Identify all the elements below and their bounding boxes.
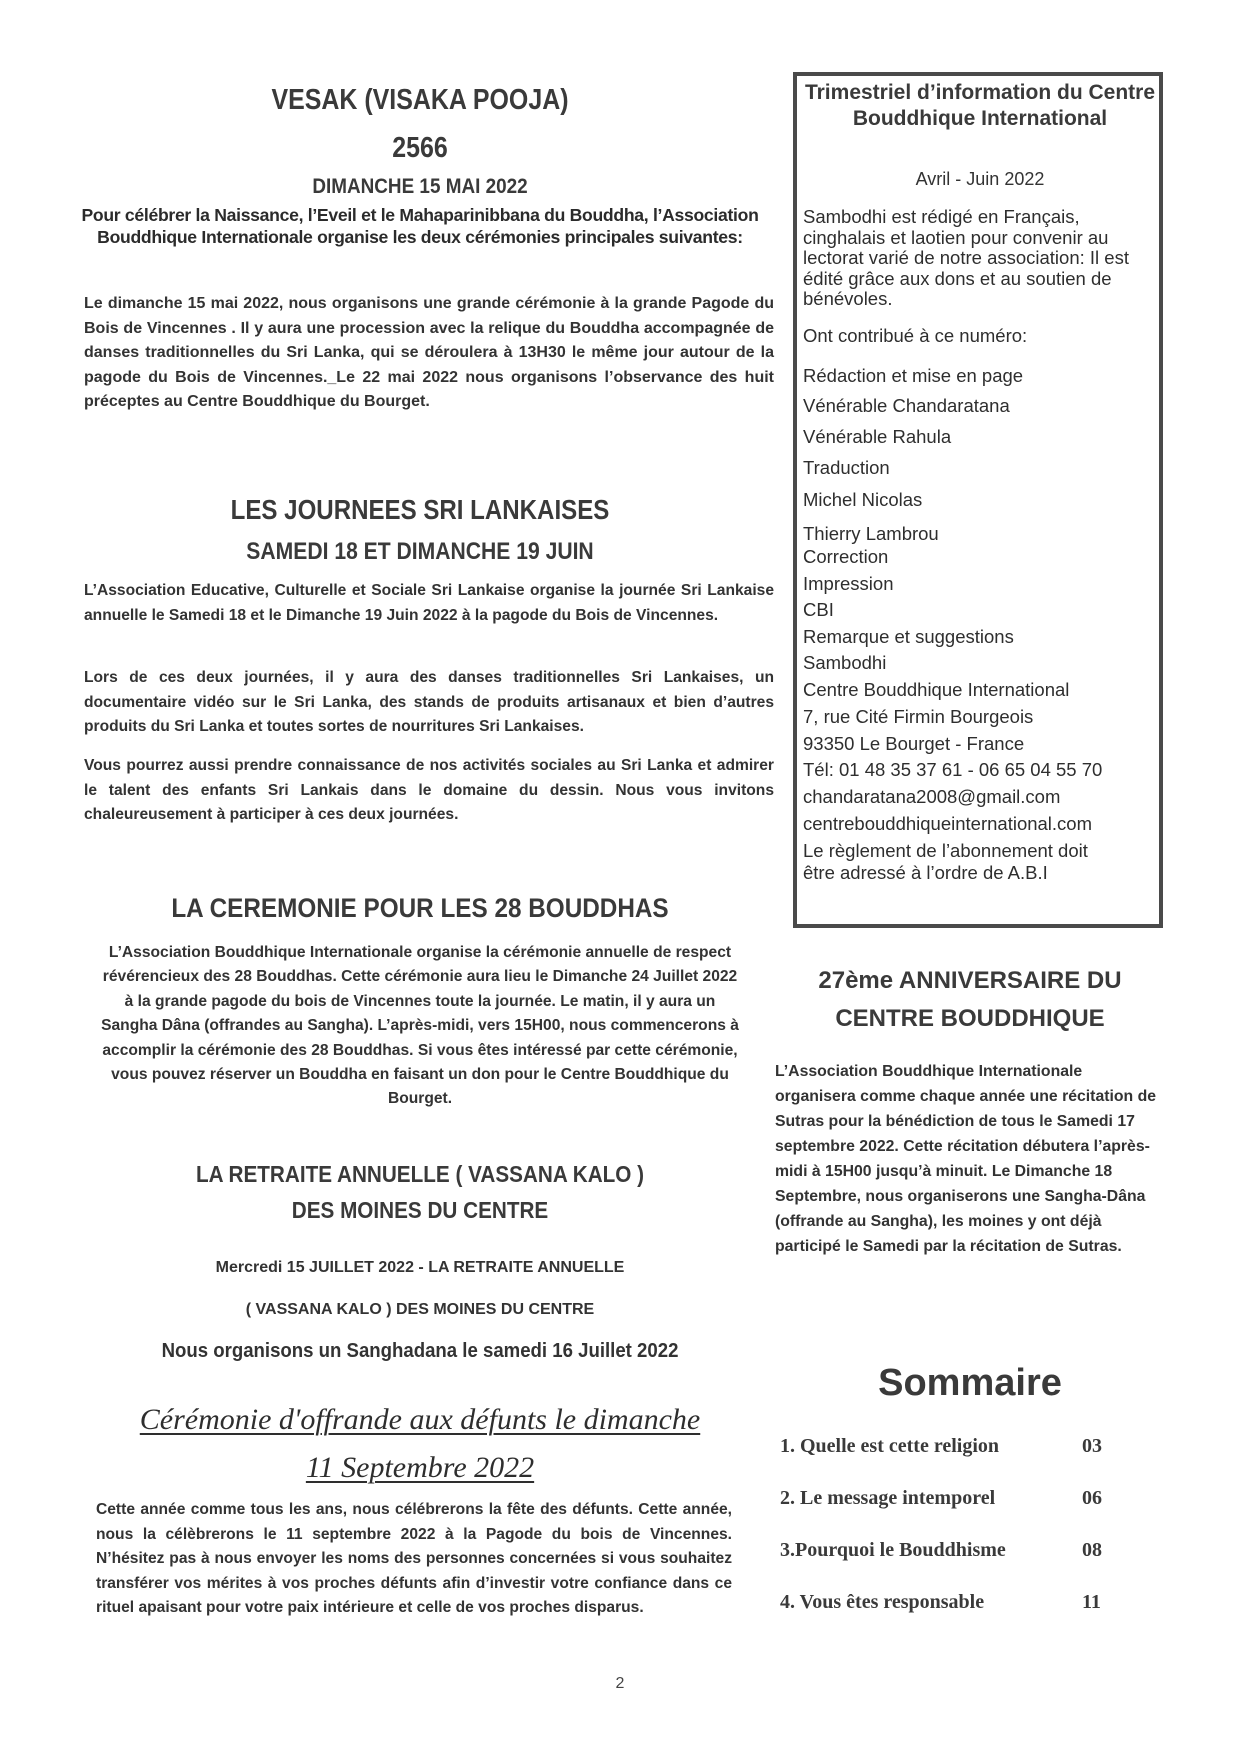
info-box-phone: Tél: 01 48 35 37 61 - 06 65 04 55 70 xyxy=(803,759,1103,780)
info-box-line: Correction xyxy=(803,546,889,567)
page-number: 2 xyxy=(615,1675,625,1692)
toc-item-page: 08 xyxy=(1082,1539,1102,1561)
vesak-intro: Pour célébrer la Naissance, l’Eveil et le Mahaparinibbana du Bouddha, l’Association Bouddhique Internationale organise les deux cérémonies principales suivantes: xyxy=(81,205,759,247)
bouddhas-28-title: LA CEREMONIE POUR LES 28 BOUDDHAS xyxy=(171,893,669,923)
vesak-year: 2566 xyxy=(392,132,448,164)
vesak-title: VESAK (VISAKA POOJA) xyxy=(271,84,569,116)
info-box-line: Michel Nicolas xyxy=(803,489,923,510)
info-box-line: Thierry Lambrou xyxy=(803,523,939,544)
toc-item-page: 11 xyxy=(1082,1591,1101,1613)
defunts-title-line1 xyxy=(60,1398,780,1442)
info-box-line: Traduction xyxy=(803,457,890,478)
bouddhas-28-body: L’Association Bouddhique Internationale organise la cérémonie annuelle de respect révérencieux des 28 Bouddhas. Cette cérémonie aura lieu le Dimanche 24 Juillet 2022 à la grande pagode du bois de Vincennes toute la journée. Le matin, il y aura un Sangha Dâna (offrandes au Sangha). L’après-midi, vers 15H00, nous commencerons à accomplir la cérémonie des 28 Bouddhas. Si vous êtes intéressé par cette cérémonie, vous pouvez réserver un Bouddha en faisant un don pour le Centre Bouddhique du Bourget. xyxy=(101,944,739,1108)
info-box-line: Rédaction et mise en page xyxy=(803,365,1024,386)
defunts-title-line2 xyxy=(60,1446,780,1490)
info-box-email[interactable]: chandaratana2008@gmail.com xyxy=(803,786,1061,807)
defunts-body: Cette année comme tous les ans, nous célébrerons la fête des défunts. Cette année, nous la célèbrerons le 11 septembre 2022 à la Pagode du bois de Vincennes. N’hésitez pas à nous envoyer les noms des personnes concernées si vous souhaitez transférer vos mérites à vos proches défunts afin d’investir votre confiance dans ce rituel apaisant pour votre paix intérieure et celle de vos proches disparus. xyxy=(96,1501,732,1617)
info-box-address: 7, rue Cité Firmin Bourgeois xyxy=(803,706,1034,727)
toc-item-label: 2. Le message intemporel xyxy=(780,1487,996,1509)
sri-lanka-paragraph: Vous pourrez aussi prendre connaissance de nos activités sociales au Sri Lanka et admirer le talent des enfants Sri Lankais dans le domaine du dessin. Nous vous invitons chaleureusement à participer à ces deux journées. xyxy=(84,757,774,823)
defunts-title-date: 11 Septembre 2022 xyxy=(305,1451,535,1484)
toc-item-page: 06 xyxy=(1082,1487,1102,1509)
info-box-period: Avril - Juin 2022 xyxy=(915,169,1045,189)
info-box-line: être adressé à l’ordre de A.B.I xyxy=(803,862,1048,883)
defunts-title-text: Cérémonie d'offrande aux défunts le dimanche xyxy=(139,1403,701,1436)
toc-item-label: 1. Quelle est cette religion xyxy=(780,1435,1000,1457)
info-box-line: Impression xyxy=(803,573,894,594)
info-box-line: Centre Bouddhique International xyxy=(803,679,1070,700)
info-box-city: 93350 Le Bourget - France xyxy=(803,733,1025,754)
info-box-title: Trimestriel d’information du Centre Bouddhique International xyxy=(804,81,1156,130)
info-box-line: Remarque et suggestions xyxy=(803,626,1014,647)
toc-item-page: 03 xyxy=(1082,1435,1102,1457)
info-box-description: Sambodhi est rédigé en Français, cinghalais et laotien pour convenir au lectorat varié de notre association: Il est édité grâce aux dons et au soutien de bénévoles. xyxy=(803,206,1129,309)
retraite-subtitle-line: ( VASSANA KALO ) DES MOINES DU CENTRE xyxy=(245,1301,595,1318)
retraite-title-line2: DES MOINES DU CENTRE xyxy=(291,1197,549,1223)
sri-lanka-paragraph: L’Association Educative, Culturelle et Sociale Sri Lankaise organise la journée Sri Lankaise annuelle le Samedi 18 et le Dimanche 19 Juin 2022 à la pagode du Bois de Vincennes. xyxy=(84,582,774,624)
vesak-date: DIMANCHE 15 MAI 2022 xyxy=(312,175,528,198)
info-box-line: Sambodhi xyxy=(803,652,887,673)
vesak-body: Le dimanche 15 mai 2022, nous organisons une grande cérémonie à la grande Pagode du Bois de Vincennes . Il y aura une procession avec la relique du Bouddha accompagnée de danses traditionnelles du Sri Lanka, qui se déroulera à 13H30 le même jour autour de la pagode du Bois de Vincennes._Le 22 mai 2022 nous organisons l’observance des huit préceptes au Centre Bouddhique du Bourget. xyxy=(84,295,774,410)
retraite-sanghadana: Nous organisons un Sanghadana le samedi 16 Juillet 2022 xyxy=(161,1340,679,1362)
retraite-title-line1: LA RETRAITE ANNUELLE ( VASSANA KALO ) xyxy=(195,1161,645,1187)
info-box-line-contributors: Ont contribué à ce numéro: xyxy=(803,325,1028,346)
info-box-line: Le règlement de l’abonnement doit xyxy=(803,840,1088,861)
info-box-line: CBI xyxy=(803,599,834,620)
anniversaire-title: 27ème ANNIVERSAIRE DU CENTRE BOUDDHIQUE xyxy=(818,967,1122,1032)
sri-lanka-title: LES JOURNEES SRI LANKAISES xyxy=(230,494,610,525)
toc-item-label: 4. Vous êtes responsable xyxy=(780,1591,985,1613)
info-box-line: Vénérable Chandaratana xyxy=(803,395,1010,416)
info-box-website[interactable]: centrebouddhiqueinternational.com xyxy=(803,813,1093,834)
sri-lanka-paragraph: Lors de ces deux journées, il y aura des danses traditionnelles Sri Lankaises, un documentaire vidéo sur le Sri Lanka, des stands de produits artisanaux et bien d’autres produits du Sri Lanka et toutes sortes de nourritures Sri Lankaises. xyxy=(84,669,774,735)
anniversaire-body: L’Association Bouddhique Internationale organisera comme chaque année une récitation de Sutras pour la bénédiction de tous le Samedi 17 septembre 2022. Cette récitation débutera l’après-midi à 15H00 jusqu’à minuit. Le Dimanche 18 Septembre, nous organiserons une Sangha-Dâna (offrande au Sangha), les moines y ont déjà participé le Samedi par la récitation de Sutras. xyxy=(775,1063,1156,1255)
sri-lanka-date: SAMEDI 18 ET DIMANCHE 19 JUIN xyxy=(246,538,594,565)
retraite-date-line: Mercredi 15 JUILLET 2022 - LA RETRAITE ANNUELLE xyxy=(215,1259,625,1276)
toc-item-label: 3.Pourquoi le Bouddhisme xyxy=(780,1539,1006,1561)
sommaire-title: Sommaire xyxy=(878,1362,1062,1404)
info-box-line: Vénérable Rahula xyxy=(803,426,952,447)
